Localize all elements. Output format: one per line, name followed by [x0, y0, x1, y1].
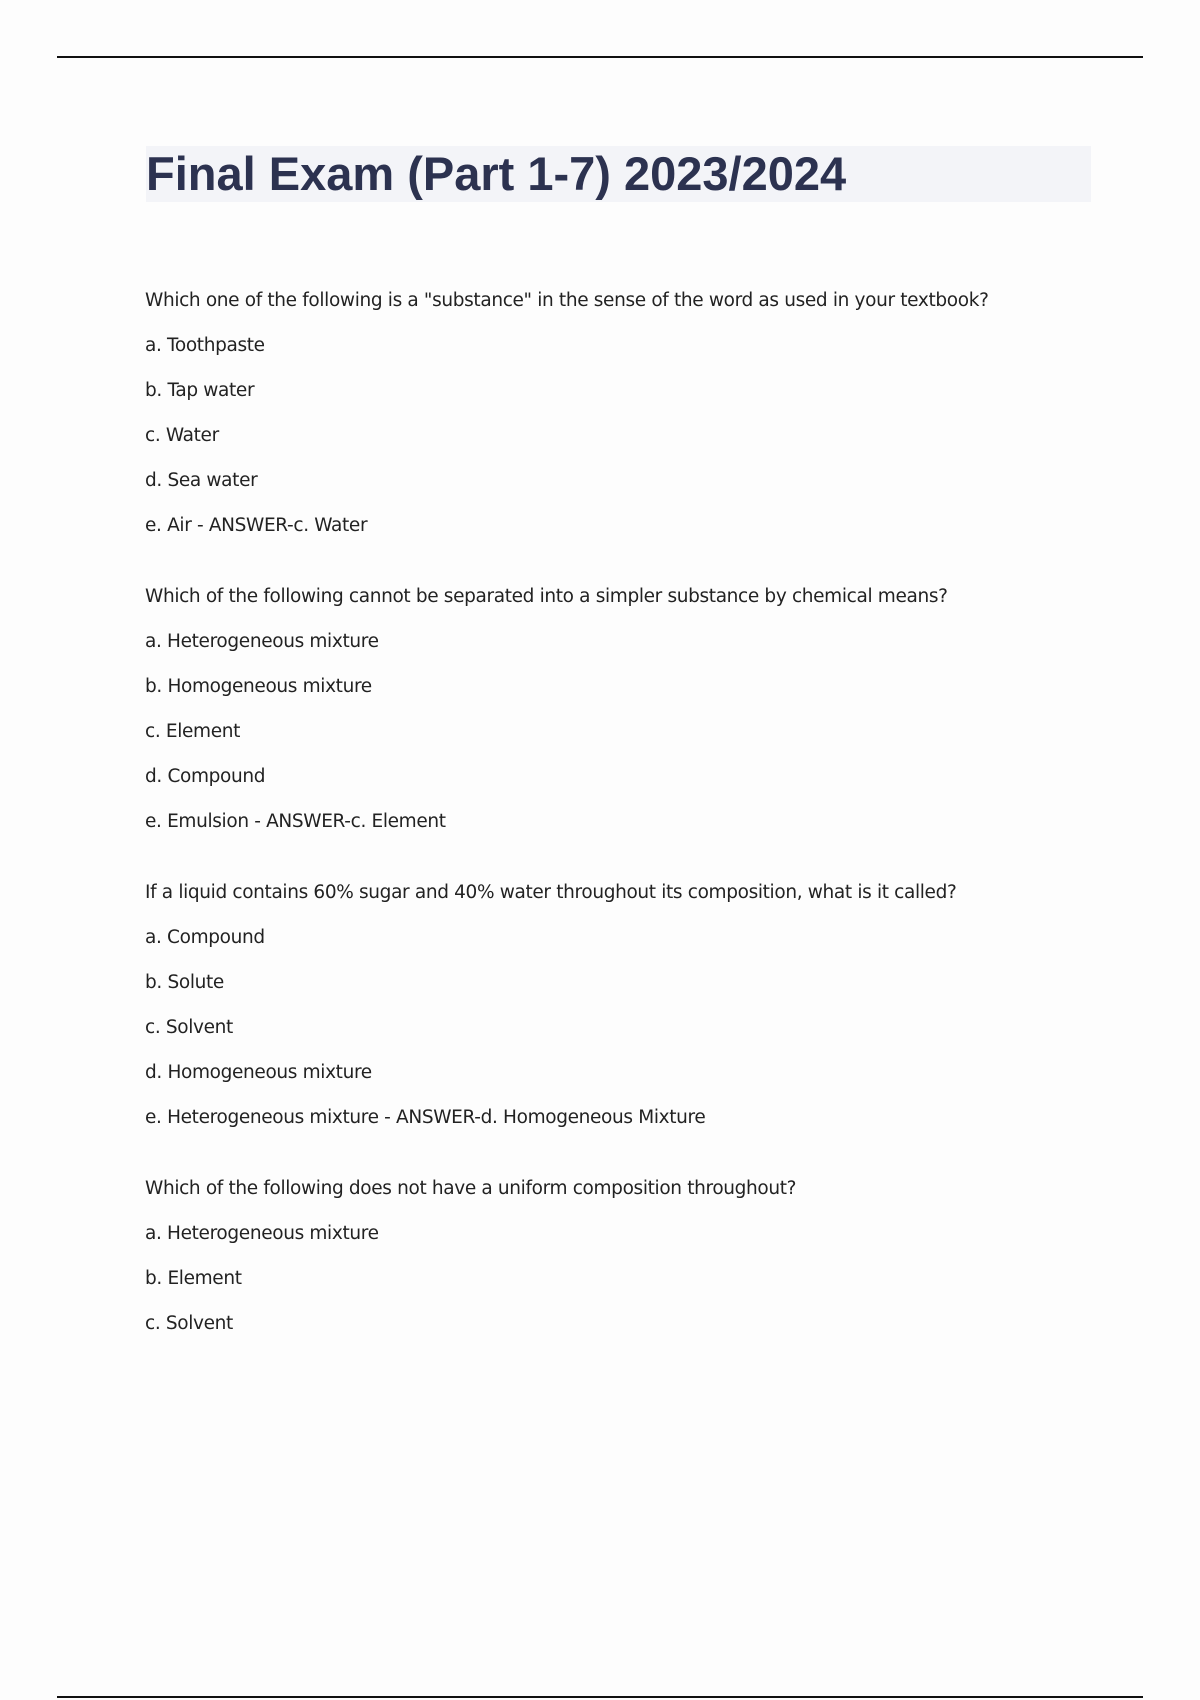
- answer-option: b. Solute: [145, 972, 224, 993]
- answer-option: a. Compound: [145, 927, 265, 948]
- answer-option: a. Toothpaste: [145, 335, 265, 356]
- answer-option: b. Homogeneous mixture: [145, 676, 372, 697]
- question-text: Which one of the following is a "substance" in the sense of the word as used in your textbook?: [145, 290, 989, 311]
- answer-option: c. Water: [145, 425, 219, 446]
- answer-option: c. Element: [145, 721, 241, 742]
- answer-option: d. Homogeneous mixture: [145, 1062, 372, 1083]
- question-block: [145, 288, 1105, 538]
- footer-rule: [57, 1696, 1143, 1698]
- question-text: Which of the following cannot be separated into a simpler substance by chemical means?: [145, 586, 948, 607]
- answer-option: d. Compound: [145, 766, 266, 787]
- answer-option: b. Element: [145, 1268, 242, 1289]
- answer-option: e. Air - ANSWER-c. Water: [145, 515, 368, 536]
- question-text: Which of the following does not have a uniform composition throughout?: [145, 1178, 797, 1199]
- document-title: Final Exam (Part 1-7) 2023/2024: [146, 147, 847, 200]
- answer-option: c. Solvent: [145, 1017, 233, 1038]
- question-block: [145, 880, 1105, 1130]
- answer-option: e. Emulsion - ANSWER-c. Element: [145, 811, 446, 832]
- answer-option: b. Tap water: [145, 380, 255, 401]
- answer-option: e. Heterogeneous mixture - ANSWER-d. Homogeneous Mixture: [145, 1107, 706, 1128]
- header-rule: [57, 56, 1143, 58]
- question-text: If a liquid contains 60% sugar and 40% water throughout its composition, what is it called?: [145, 882, 957, 903]
- question-block: [145, 1176, 1105, 1336]
- answer-option: d. Sea water: [145, 470, 258, 491]
- question-block: [145, 584, 1105, 834]
- questions-list: [145, 288, 1105, 1382]
- answer-option: a. Heterogeneous mixture: [145, 1223, 379, 1244]
- answer-option: c. Solvent: [145, 1313, 233, 1334]
- answer-option: a. Heterogeneous mixture: [145, 631, 379, 652]
